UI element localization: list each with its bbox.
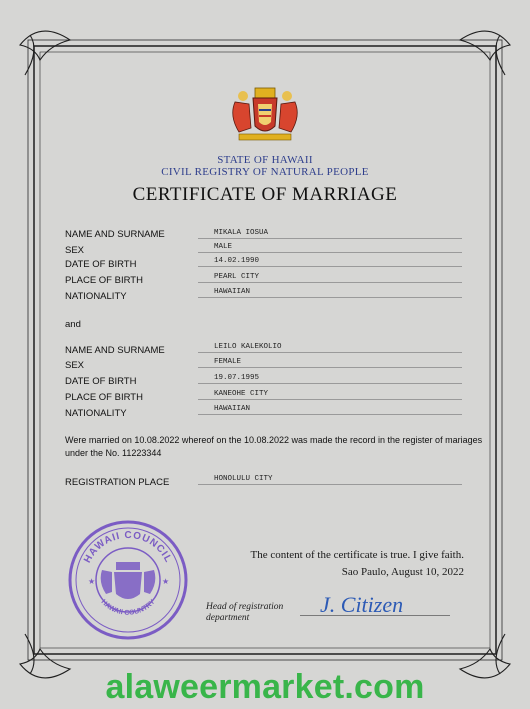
svg-text:★: ★ [162,577,170,586]
person1-sex-label: SEX [65,245,85,256]
signature: J. Citizen [320,592,404,617]
attestation-text: The content of the certificate is true. I give faith. [250,549,464,561]
person2-pob-label: PLACE OF BIRTH [65,392,143,403]
place-and-date: Sao Paulo, August 10, 2022 [341,566,464,578]
person1-nationality-label: NATIONALITY [65,291,127,302]
person1-nationality-value: HAWAIIAN [214,288,251,296]
field-line [198,252,462,253]
person1-dob-value: 14.02.1990 [214,257,260,265]
person2-pob-value: KANEOHE CITY [214,390,269,398]
person1-dob-label: DATE OF BIRTH [65,259,137,270]
stamp-text-top: HAWAII COUNCIL [82,529,174,565]
hawaii-coat-of-arms-icon [225,82,305,144]
record-text-line2: under the No. 11223344 [65,448,162,458]
field-line [198,367,462,368]
field-line [198,297,462,298]
person1-pob-value: PEARL CITY [214,273,260,281]
head-of-registration-label: Head of registration [206,602,284,612]
person1-pob-label: PLACE OF BIRTH [65,275,143,286]
field-line [198,414,462,415]
record-text-line1: Were married on 10.08.2022 whereof on the 10.08.2022 was made the record in the register of mariages [65,435,483,445]
registration-place-label: REGISTRATION PLACE [65,477,170,488]
page-title: CERTIFICATE OF MARRIAGE [132,184,398,205]
person1-name-label: NAME AND SURNAME [65,229,165,240]
person2-name-label: NAME AND SURNAME [65,345,165,356]
field-line [198,484,462,485]
person1-name-value: MIKALA IOSUA [214,229,269,237]
official-stamp-icon [66,518,190,642]
person2-dob-label: DATE OF BIRTH [65,376,137,387]
stamp-text-bottom: HAWAII COUNTRY [99,598,157,617]
and-text: and [65,319,81,330]
person1-sex-value: MALE [214,243,233,251]
field-line [198,383,462,384]
field-line [198,266,462,267]
watermark: alaweermarket.com [105,668,425,706]
field-line [198,238,462,239]
person2-dob-value: 19.07.1995 [214,374,260,382]
department-label: department [206,613,250,623]
registry-title: CIVIL REGISTRY OF NATURAL PEOPLE [161,166,369,178]
signature-line [300,615,450,616]
person2-name-value: LEILO KALEKOLIO [214,343,282,351]
field-line [198,352,462,353]
person2-sex-label: SEX [65,360,85,371]
person2-sex-value: FEMALE [214,358,242,366]
registration-place-value: HONOLULU CITY [214,475,273,483]
svg-text:★: ★ [88,577,96,586]
svg-text:HAWAII COUNTRY [100,598,157,616]
state-title: STATE OF HAWAII [217,154,313,166]
person2-nationality-value: HAWAIIAN [214,405,251,413]
field-line [198,399,462,400]
field-line [198,282,462,283]
person2-nationality-label: NATIONALITY [65,408,127,419]
